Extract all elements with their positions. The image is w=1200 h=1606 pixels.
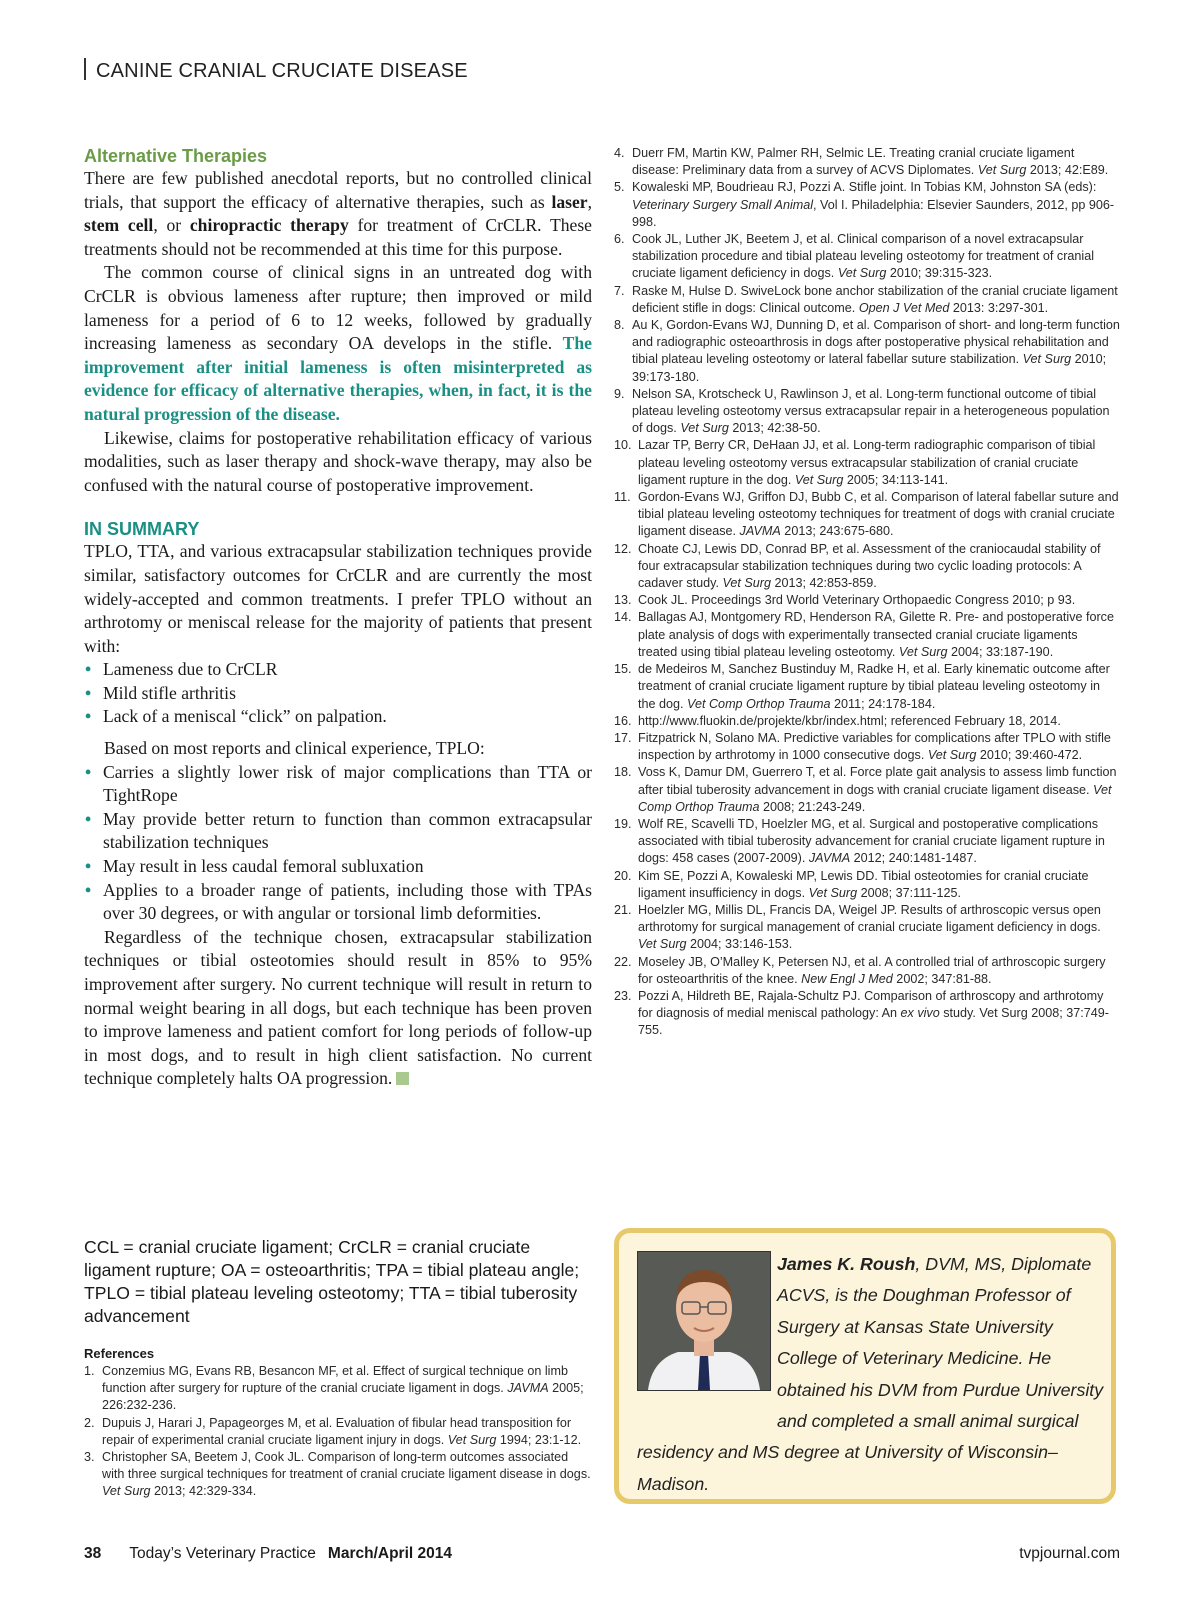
summary-paragraph-1: TPLO, TTA, and various extracapsular stabilization techniques provide similar, satisfactory outcomes for CrCLR and are currently the most widely-accepted and common treatments. I prefer TPLO without an arthrotomy or meniscal release for the majority of patients that present with:	[84, 541, 592, 656]
reference-item	[614, 609, 1120, 661]
reference-number: 5.	[614, 180, 625, 195]
reference-item	[614, 317, 1120, 386]
reference-journal: Vet Surg	[977, 163, 1027, 178]
reference-journal: New Engl J Med	[801, 971, 893, 986]
reference-text: Au K, Gordon-Evans WJ, Dunning D, et al. Comparison of short- and long-term function and radiographic osteoarthrosis in dogs after postoperative physical rehabilitation and tibial plateau leveling osteotomy or lateral fabellar suture stabilization.	[632, 318, 1120, 367]
list-item	[84, 682, 592, 706]
reference-text: Nelson SA, Krotscheck U, Rawlinson J, et al. Long-term functional outcome of tibial plateau leveling osteotomy versus extracapsular repair in a heterogeneous population of dogs.	[632, 386, 1110, 436]
reference-item	[614, 231, 1120, 283]
alt-therapies-heading: Alternative Therapies	[84, 146, 268, 166]
reference-number: 9.	[614, 386, 625, 401]
reference-text: Conzemius MG, Evans RB, Besancon MF, et al. Effect of surgical technique on limb function after surgery for rupture of the cranial cruciate ligament in dogs.	[102, 1364, 568, 1396]
reference-item	[614, 730, 1120, 764]
reference-text: Wolf RE, Scavelli TD, Hoelzler MG, et al. Surgical and postoperative complications associated with tibial tuberosity advancement for cranial cruciate ligament rupture in dogs: 458 cases (2007-2009).	[638, 816, 1105, 866]
reference-item	[614, 179, 1120, 231]
bullet-icon: •	[85, 761, 92, 782]
reference-number: 22.	[614, 954, 632, 969]
list-item	[84, 855, 592, 879]
reference-journal: Vet Surg	[794, 472, 844, 487]
summary-paragraph-3	[84, 926, 592, 1091]
reference-journal: Vet Surg	[898, 644, 948, 659]
reference-text: 2004; 33:146-153.	[686, 937, 793, 952]
reference-number: 19.	[614, 816, 632, 831]
section-title: CANINE CRANIAL CRUCIATE DISEASE	[96, 60, 468, 82]
text-run: , or	[153, 215, 190, 236]
reference-text: 2002; 347:81-88.	[892, 971, 992, 986]
author-bio-text: , DVM, MS, Diplomate ACVS, is the Doughman Professor of Surgery at Kansas State University College of Veterinary Medicine. He obtained his DVM from Purdue University and completed a small animal surgical residency and MS degree at University of Wisconsin–Madison.	[637, 1254, 1104, 1494]
reference-text: Pozzi A, Hildreth BE, Rajala-Schultz PJ. Comparison of arthroscopy and arthrotomy for diagnosis of medial meniscal pathology: An	[638, 988, 1104, 1021]
reference-text: 2005; 34:113-141.	[843, 472, 949, 487]
list-item-text: Carries a slightly lower risk of major complications than TTA or TightRope	[103, 761, 592, 806]
author-name: James K. Roush	[777, 1254, 916, 1274]
bullet-icon: •	[85, 682, 92, 703]
reference-text: 2013; 42:853-859.	[771, 576, 877, 591]
reference-text: 2010; 39:173-180.	[632, 352, 1107, 384]
bold-term: stem cell	[84, 215, 154, 236]
reference-text: 2010; 39:315-323.	[886, 266, 993, 281]
reference-text: 2013; 42:329-334.	[150, 1484, 257, 1499]
list-item	[84, 808, 592, 855]
references-title: References	[84, 1346, 155, 1361]
reference-number: 18.	[614, 765, 632, 780]
reference-text: Christopher SA, Beetem J, Cook JL. Comparison of long-term outcomes associated with three surgical techniques for treatment of cranial cruciate ligament disease in dogs.	[102, 1450, 591, 1482]
list-item-text: Lack of a meniscal “click” on palpation.	[103, 706, 387, 727]
reference-item	[614, 988, 1120, 1040]
reference-journal: Vet Surg	[638, 937, 687, 952]
summary-paragraph-2: Based on most reports and clinical experience, TPLO:	[104, 738, 485, 759]
reference-number: 21.	[614, 902, 632, 917]
article-body	[84, 145, 592, 1091]
reference-journal: Vet Surg	[837, 266, 887, 281]
reference-text: 1994; 23:1-12.	[496, 1432, 582, 1447]
reference-item	[614, 954, 1120, 988]
reference-text: Cook JL, Luther JK, Beetem J, et al. Clinical comparison of a novel extracapsular stabilization procedure and tibial plateau leveling osteotomy for treatment of cranial cruciate ligament deficiency in dogs.	[632, 232, 1095, 281]
reference-number: 3.	[84, 1450, 95, 1465]
reference-text: 2005; 226:232-236.	[102, 1381, 584, 1413]
reference-list-left	[84, 1363, 592, 1501]
reference-text: Fitzpatrick N, Solano MA. Predictive variables for complications after TPLO with stifle inspection by arthrotomy in 1000 consecutive dogs.	[638, 730, 1111, 763]
reference-journal: Vet Comp Orthop Trauma	[687, 696, 831, 711]
bullet-icon: •	[85, 879, 92, 900]
reference-number: 23.	[614, 988, 632, 1003]
reference-item	[614, 386, 1120, 438]
alt-paragraph-3: Likewise, claims for postoperative rehabilitation efficacy of various modalities, such as laser therapy and shock-wave therapy, may also be confused with the natural course of postoperative improvement.	[84, 427, 592, 495]
list-item-text: May provide better return to function than common extracapsular stabilization techniques	[103, 808, 592, 853]
author-bio	[637, 1249, 1107, 1500]
reference-number: 7.	[614, 283, 625, 298]
reference-item	[614, 541, 1120, 593]
reference-journal: Vet Surg	[1022, 352, 1072, 367]
section-header	[84, 58, 468, 83]
reference-item	[614, 764, 1120, 816]
reference-item	[614, 145, 1120, 179]
alt-paragraph-2	[84, 261, 592, 426]
page-footer	[84, 1545, 1120, 1563]
bullet-icon: •	[85, 808, 92, 829]
reference-number: 4.	[614, 146, 625, 160]
reference-text: study. Vet Surg 2008; 37:749-755.	[638, 1006, 1109, 1038]
reference-text: Choate CJ, Lewis DD, Conrad BP, et al. Assessment of the craniocaudal stability of four extracapsular stabilization techniques during two cyclic loading protocols: A cadaver study.	[638, 541, 1101, 591]
reference-text: 2008; 37:111-125.	[857, 885, 961, 900]
reference-text: 2010; 39:460-472.	[976, 748, 1083, 763]
reference-text: de Medeiros M, Sanchez Bustinduy M, Radke H, et al. Early kinematic outcome after treatment of cranial cruciate ligament rupture by tibial plateau leveling osteotomy in the dog.	[638, 662, 1110, 711]
bullet-icon: •	[85, 659, 92, 680]
bullet-icon: •	[85, 856, 92, 877]
list-item-text: Applies to a broader range of patients, including those with TPAs over 30 degrees, or with angular or torsional limb deformities.	[103, 879, 592, 924]
reference-journal: Vet Surg	[447, 1432, 497, 1447]
list-item-text: Mild stifle arthritis	[103, 682, 236, 703]
bullet-icon: •	[85, 706, 92, 727]
reference-item	[614, 661, 1120, 713]
author-bio-box	[614, 1228, 1116, 1504]
reference-number: 20.	[614, 868, 632, 883]
reference-text: Hoelzler MG, Millis DL, Francis DA, Weigel JP. Results of arthroscopic versus open arthrotomy for surgical management of cranial cruciate ligament deficiency in dogs.	[638, 902, 1101, 935]
reference-text: 2013; 243:675-680.	[780, 524, 894, 539]
reference-text: Ballagas AJ, Montgomery RD, Henderson RA, Gilette R. Pre- and postoperative force plate analysis of dogs with experimentally transected cranial cruciate ligaments treated using tibial plateau leveling osteotomy.	[638, 610, 1114, 659]
reference-number: 15.	[614, 662, 632, 677]
journal-website-link[interactable]: tvpjournal.com	[1019, 1545, 1120, 1562]
list-item	[84, 705, 592, 729]
bold-term: laser	[551, 191, 588, 212]
reference-text: Kim SE, Pozzi A, Kowaleski MP, Lewis DD. Tibial osteotomies for cranial cruciate ligament insufficiency in dogs.	[638, 868, 1089, 900]
text-run: There are few published anecdotal reports, but no controlled clinical trials, that support the efficacy of alternative therapies, such as	[84, 168, 592, 212]
text-run: Regardless of the technique chosen, extracapsular stabilization techniques or tibial osteotomies should result in 85% to 95% improvement after surgery. No current technique will result in return to normal weight bearing in all dogs, but each technique has been proven to improve lameness and patient comfort for long periods of follow-up in most dogs, and to result in high client satisfaction. No current technique completely halts OA progression.	[84, 926, 592, 1089]
reference-item	[614, 489, 1120, 541]
references-left	[84, 1346, 592, 1501]
reference-journal: JAVMA	[739, 524, 781, 539]
issue-date: March/April 2014	[327, 1545, 452, 1562]
publication-name: Today’s Veterinary Practice	[129, 1545, 316, 1562]
reference-text: Cook JL. Proceedings 3rd World Veterinary Orthopaedic Congress 2010; p 93.	[638, 593, 1076, 608]
reference-text: http://www.fluokin.de/projekte/kbr/index.html; referenced February 18, 2014.	[638, 713, 1061, 728]
reference-number: 16.	[614, 713, 632, 728]
reference-item	[614, 437, 1120, 489]
header-divider	[84, 58, 86, 80]
reference-list-right	[614, 145, 1120, 1040]
bold-term: chiropractic therapy	[189, 215, 349, 236]
reference-number: 12.	[614, 541, 632, 556]
reference-text: Voss K, Damur DM, Guerrero T, et al. Force plate gait analysis to assess limb function after tibial tuberosity advancement in dogs with cranial cruciate ligament disease.	[638, 765, 1117, 797]
reference-journal: Vet Comp Orthop Trauma	[638, 782, 1112, 814]
reference-text: Dupuis J, Harari J, Papageorges M, et al. Evaluation of fibular head transposition for repair of experimental cranial cruciate ligament injury in dogs.	[102, 1415, 572, 1447]
reference-number: 1.	[84, 1364, 95, 1378]
text-run: for treatment of CrCLR. These treatments should not be recommended at this time for this purpose.	[84, 215, 592, 259]
reference-text: 2008; 21:243-249.	[759, 799, 866, 814]
list-item	[84, 761, 592, 808]
reference-number: 17.	[614, 730, 632, 745]
reference-text: Lazar TP, Berry CR, DeHaan JJ, et al. Long-term radiographic comparison of tibial plateau leveling osteotomy versus extracapsular stabilization of cranial cruciate ligament rupture in the dog.	[638, 438, 1096, 487]
reference-text: 2004; 33:187-190.	[947, 644, 1054, 659]
reference-item	[614, 283, 1120, 317]
photo-spacer	[637, 1249, 777, 1409]
reference-item	[614, 868, 1120, 902]
reference-text: 2011; 24:178-184.	[830, 696, 936, 711]
reference-journal: JAVMA	[808, 851, 851, 866]
reference-item	[614, 902, 1120, 954]
reference-journal: JAVMA	[507, 1381, 549, 1396]
reference-journal: Open J Vet Med	[858, 300, 950, 315]
reference-number: 11.	[614, 490, 631, 505]
reference-journal: ex vivo	[900, 1006, 940, 1021]
reference-journal: Vet Surg	[927, 748, 977, 763]
reference-text: 2012; 240:1481-1487.	[850, 851, 977, 866]
reference-item	[614, 592, 1120, 609]
references-right	[614, 145, 1120, 1040]
reference-number: 8.	[614, 318, 625, 333]
reference-item	[84, 1415, 592, 1449]
list-item	[84, 879, 592, 926]
reference-text: Kowaleski MP, Boudrieau RJ, Pozzi A. Stifle joint. In Tobias KM, Johnston SA (eds):	[632, 180, 1097, 195]
list-item	[84, 658, 592, 682]
reference-text: Moseley JB, O’Malley K, Petersen NJ, et al. A controlled trial of arthroscopic surgery for osteoarthritis of the knee.	[638, 954, 1106, 986]
reference-text: 2013; 42:38-50.	[728, 421, 821, 436]
reference-journal: Vet Surg	[808, 885, 858, 900]
reference-item	[614, 816, 1120, 868]
reference-text: Duerr FM, Martin KW, Palmer RH, Selmic LE. Treating cranial cruciate ligament disease: Preliminary data from a survey of ACVS Diplomates.	[632, 146, 1075, 178]
reference-number: 10.	[614, 438, 632, 453]
reference-text: Gordon-Evans WJ, Griffon DJ, Bubb C, et al. Comparison of lateral fabellar suture and tibial plateau leveling osteotomy techniques for treatment of dogs with cranial cruciate ligament disease.	[638, 490, 1119, 539]
list-item-text: May result in less caudal femoral subluxation	[103, 856, 424, 877]
reference-number: 2.	[84, 1415, 95, 1430]
summary-heading: IN SUMMARY	[84, 519, 200, 540]
reference-text: 2013: 3:297-301.	[949, 300, 1049, 315]
reference-text: 2013; 42:E89.	[1026, 163, 1109, 178]
bullet-list-2	[84, 761, 592, 926]
reference-journal: Vet Surg	[102, 1484, 151, 1499]
text-run: ,	[587, 191, 592, 212]
reference-text: , Vol I. Philadelphia: Elsevier Saunders, 2012, pp 906-998.	[632, 197, 1115, 229]
reference-journal: Veterinary Surgery Small Animal	[632, 197, 814, 212]
page-number: 38	[84, 1545, 102, 1562]
bullet-list-1	[84, 658, 592, 729]
end-of-article-icon	[396, 1072, 409, 1085]
reference-item	[84, 1449, 592, 1501]
reference-text: Raske M, Hulse D. SwiveLock bone anchor stabilization of the cranial cruciate ligament deficient stifle in dogs: Clinical outcome.	[632, 283, 1118, 315]
highlight-text: The improvement after initial lameness is often misinterpreted as evidence for efficacy of alternative therapies, when, in fact, it is the natural progression of the disease.	[84, 333, 592, 424]
reference-journal: Vet Surg	[722, 576, 772, 591]
list-item-text: Lameness due to CrCLR	[103, 659, 278, 680]
reference-item	[84, 1363, 592, 1415]
alt-paragraph-1	[84, 167, 592, 261]
reference-item	[614, 713, 1120, 730]
reference-journal: Vet Surg	[680, 421, 729, 436]
reference-number: 13.	[614, 593, 632, 608]
abbreviations: CCL = cranial cruciate ligament; CrCLR = cranial cruciate ligament rupture; OA = osteoarthritis; TPA = tibial plateau angle; TPLO = tibial plateau leveling osteotomy; TTA = tibial tuberosity advancement	[84, 1237, 580, 1326]
reference-number: 6.	[614, 232, 625, 247]
reference-number: 14.	[614, 610, 632, 625]
text-run: The common course of clinical signs in an untreated dog with CrCLR is obvious lameness after rupture; then improved or mild lameness for a period of 6 to 12 weeks, followed by gradually increasing lameness as secondary OA develops in the stifle.	[84, 262, 592, 354]
